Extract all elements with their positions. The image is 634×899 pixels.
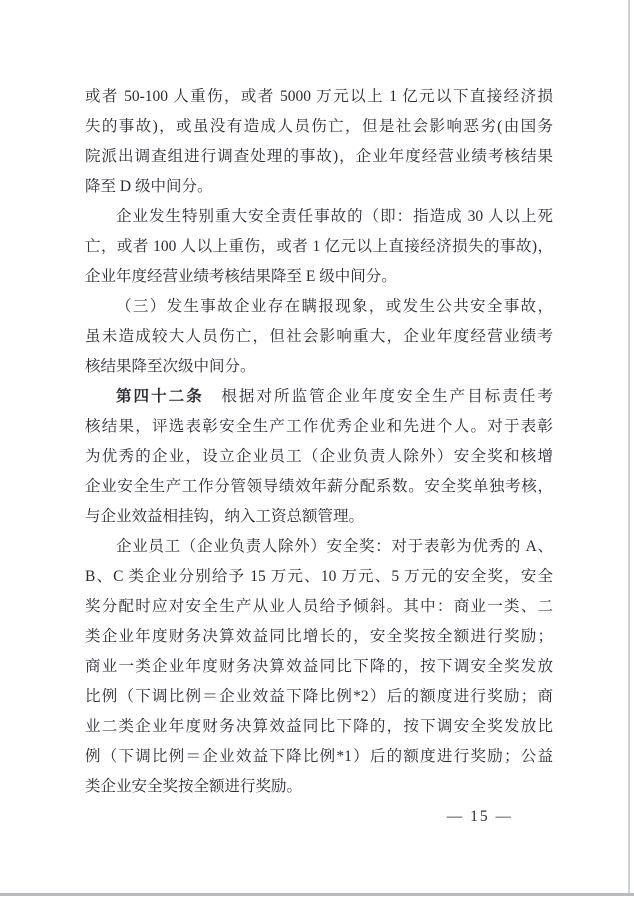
page-number-row [85, 802, 553, 832]
text-line: 企业发生特别重大安全责任事故的（即：指造成 30 人以上死 [116, 208, 553, 225]
page-number: — 15 — [446, 808, 513, 825]
text-line: 企业年度经营业绩考核结果降至 E 级中间分。 [85, 268, 397, 285]
paragraph [85, 382, 553, 532]
text-line: 或者 50-100 人重伤，或者 5000 万元以上 1 亿元以下直接经济损 [85, 88, 553, 105]
text-line: 例（下调比例＝企业效益下降比例*1）后的额度进行奖励；公益 [85, 748, 553, 765]
text-line: 为优秀的企业，设立企业员工（企业负责人除外）安全奖和核增 [85, 448, 553, 465]
text-line: 企业安全生产工作分管领导绩效年薪分配系数。安全奖单独考核， [85, 478, 553, 495]
text-line: 核结果降至次级中间分。 [85, 358, 256, 375]
paragraph [85, 82, 553, 202]
text-line: 亡，或者 100 人以上重伤，或者 1 亿元以上直接经济损失的事故)， [85, 238, 553, 255]
text-line: 比例（下调比例＝企业效益下降比例*2）后的额度进行奖励；商 [85, 688, 553, 705]
text-line: 院派出调查组进行调查处理的事故)，企业年度经营业绩考核结果 [85, 148, 553, 165]
text-line: 奖分配时应对安全生产从业人员给予倾斜。其中：商业一类、二 [85, 598, 553, 615]
paragraph [85, 202, 553, 292]
text-line: B、C 类企业分别给予 15 万元、10 万元、5 万元的安全奖，安全 [85, 568, 553, 585]
page-edge-right [628, 0, 630, 893]
text-line: 失的事故)，或虽没有造成人员伤亡，但是社会影响恶劣(由国务 [85, 118, 553, 135]
text-line: 降至 D 级中间分。 [85, 178, 213, 195]
document-body [85, 82, 553, 802]
article-number: 第四十二条 [116, 388, 204, 405]
text-line: 核结果，评选表彰安全生产工作优秀企业和先进个人。对于表彰 [85, 418, 553, 435]
text-line: （三）发生事故企业存在瞒报现象，或发生公共安全事故， [116, 298, 553, 315]
text-line: 商业一类企业年度财务决算效益同比下降的，按下调安全奖发放 [85, 658, 553, 675]
paragraph [85, 292, 553, 382]
article-text: 根据对所监管企业年度安全生产目标责任考 [203, 388, 553, 405]
text-line [85, 382, 553, 412]
text-line: 企业员工（企业负责人除外）安全奖：对于表彰为优秀的 A、 [116, 538, 553, 555]
text-line: 业二类企业年度财务决算效益同比下降的，按下调安全奖发放比 [85, 718, 553, 735]
paragraph [85, 532, 553, 802]
text-line: 类企业安全奖按全额进行奖励。 [85, 778, 303, 795]
page-edge-bottom [0, 893, 634, 896]
text-line: 虽未造成较大人员伤亡，但社会影响重大，企业年度经营业绩考 [85, 328, 553, 345]
text-line: 与企业效益相挂钩，纳入工资总额管理。 [85, 508, 365, 525]
text-line: 类企业年度财务决算效益同比增长的，安全奖按全额进行奖励； [85, 628, 553, 645]
